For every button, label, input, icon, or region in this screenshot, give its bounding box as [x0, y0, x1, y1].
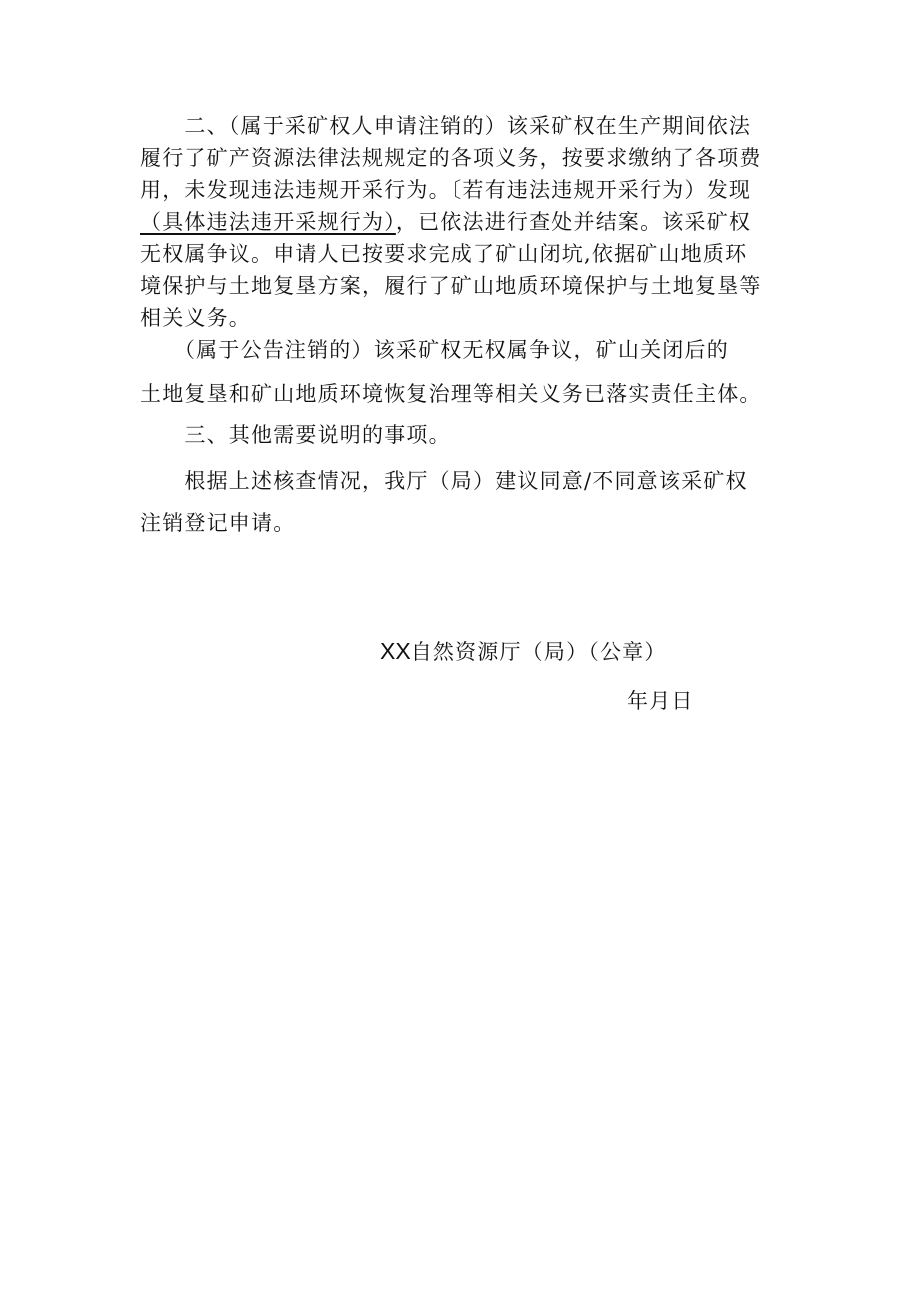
organization-prefix: XX [380, 638, 411, 664]
text-line: 三、其他需要说明的事项。 [140, 423, 451, 447]
signature-date: 年月日 [627, 689, 694, 713]
text-line: （属于公告注销的）该采矿权无权属争议，矿山关闭后的 [140, 338, 729, 362]
text-run: ，已依法进行查处并结案。该采矿权 [395, 210, 752, 234]
announcement-paragraph [140, 328, 785, 416]
conclusion-paragraph [140, 460, 785, 544]
text-line [140, 206, 785, 238]
section-two-paragraph [140, 110, 785, 334]
text-line: 相关义务。 [140, 306, 251, 330]
text-line: 土地复垦和矿山地质环境恢复治理等相关义务已落实责任主体。 [140, 382, 762, 406]
text-line: 用，未发现违法违规开采行为。〔若有违法违规开采行为）发现 [140, 178, 752, 202]
text-line: 境保护与土地复垦方案，履行了矿山地质环境保护与土地复垦等 [140, 274, 762, 298]
signature-organization [380, 636, 667, 666]
organization-name: 自然资源厅（局）（公章） [410, 640, 667, 664]
text-line: 根据上述核查情况，我厅（局）建议同意/不同意该采矿权 [140, 469, 748, 493]
text-line: 二、（属于采矿权人申请注销的）该采矿权在生产期间依法 [140, 114, 752, 138]
text-line: 履行了矿产资源法律法规规定的各项义务，按要求缴纳了各项费 [140, 146, 762, 170]
section-three-paragraph [140, 418, 785, 452]
underlined-placeholder: （具体违法违开采规行为） [140, 210, 396, 234]
text-line: 注销登记申请。 [140, 511, 296, 535]
text-line: 无权属争议。申请人已按要求完成了矿山闭坑,依据矿山地质环 [140, 242, 748, 266]
